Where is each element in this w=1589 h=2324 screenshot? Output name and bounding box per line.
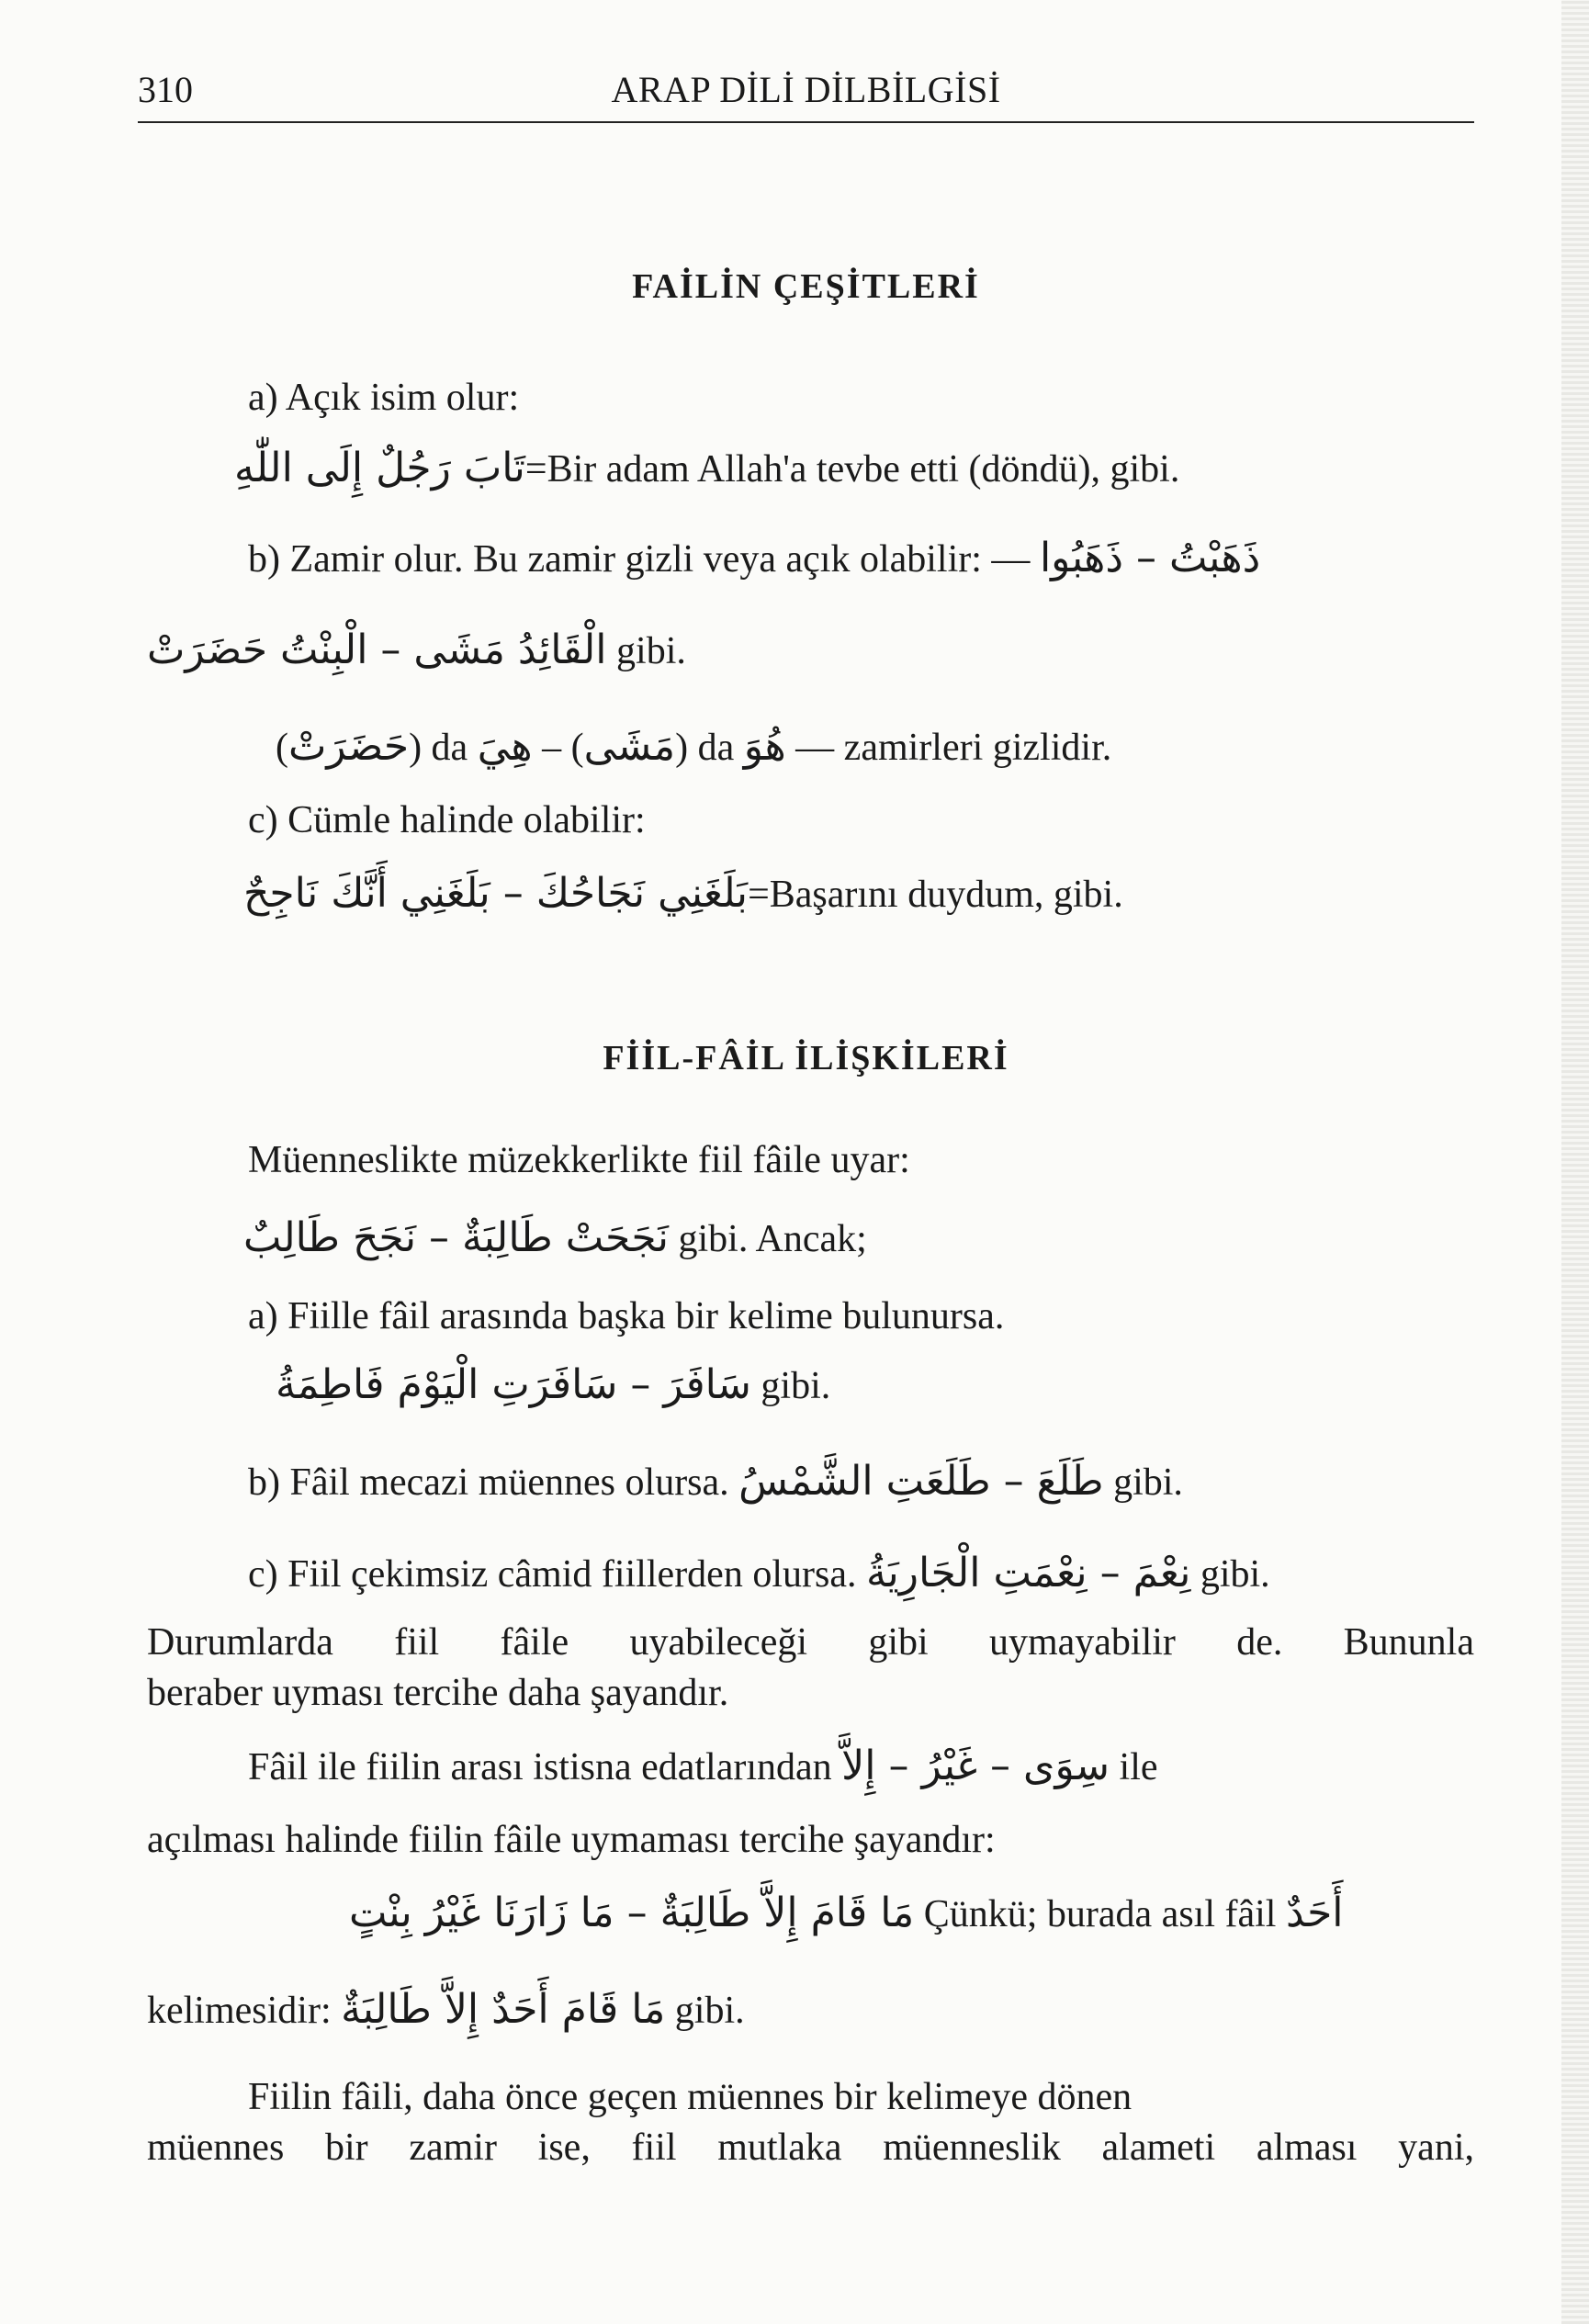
paragraph-2-text: Fâil ile fiilin arası istisna edatlarından: [248, 1746, 832, 1788]
rule-b: [248, 1456, 1183, 1508]
da-text: ) da: [409, 727, 468, 769]
rule-b-label: b) Fâil mecazi müennes olursa.: [248, 1461, 729, 1504]
item-b-label: [248, 533, 1260, 585]
kelimesidir-text: kelimesidir:: [147, 1990, 332, 2032]
running-title: ARAP DİLİ DİLBİLGİSİ: [611, 69, 1001, 110]
item-a-label: a) Açık isim olur:: [248, 377, 520, 419]
item-c-example: [243, 868, 1123, 920]
paragraph-2-example: [349, 1888, 1344, 1940]
paragraph-1-line-2: beraber uyması tercihe daha şayandır.: [147, 1672, 729, 1714]
page-header: [138, 64, 1474, 123]
paragraph-2-line-1: [248, 1741, 1158, 1793]
intro-text: Müenneslikte müzekkerlikte fiil fâile uyar:: [248, 1139, 910, 1181]
arabic-example: سَافَرَ – سَافَرَتِ الْيَوْمَ فَاطِمَةُ: [276, 1361, 751, 1408]
arabic-example: الْقَائِدُ مَشَى – الْبِنْتُ حَضَرَتْ: [147, 626, 607, 673]
gibi-text: gibi.: [1200, 1553, 1270, 1596]
paragraph-1-line-1: Durumlarda fiil fâile uyabileceği gibi uymayabilir de. Bununla: [147, 1621, 1474, 1664]
rule-c-label: c) Fiil çekimsiz câmid fiillerden olursa.: [248, 1553, 857, 1596]
intro-example: [243, 1213, 867, 1265]
arabic-exception-particles: سِوَى – غَيْرُ – إِلاَّ: [841, 1743, 1110, 1789]
page-number: 310: [138, 69, 193, 110]
arabic-word: حَضَرَتْ: [288, 723, 410, 770]
zamirleri-text: — zamirleri gizlidir.: [795, 727, 1112, 769]
arabic-word: هُوَ: [743, 723, 786, 770]
gibi-text: gibi.: [616, 630, 686, 672]
paren-text: (: [276, 727, 288, 769]
rule-a-label: a) Fiille fâil arasında başka bir kelime bulunursa.: [248, 1295, 1005, 1337]
arabic-example: تَابَ رَجُلٌ إِلَى اللّٰهِ: [234, 445, 525, 491]
translation-text: =Bir adam Allah'a tevbe etti (döndü), gibi.: [524, 448, 1180, 491]
translation-text: =Başarını duydum, gibi.: [748, 874, 1123, 916]
rule-a-example: [276, 1359, 830, 1412]
da-text: ) da: [675, 727, 735, 769]
gibi-text: gibi.: [761, 1365, 831, 1407]
cunku-text: Çünkü; burada asıl fâil: [923, 1893, 1277, 1935]
arabic-example: نِعْمَ – نِعْمَتِ الْجَارِيَةُ: [865, 1550, 1191, 1596]
arabic-word: مَشَى: [583, 723, 676, 770]
paragraph-3: [147, 1984, 745, 2036]
section-title-fiil-fail-iliskileri: FİİL-FÂİL İLİŞKİLERİ: [603, 1039, 1009, 1077]
paragraph-2-line-2: açılması halinde fiilin fâile uymaması tercihe şayandır:: [147, 1819, 996, 1861]
arabic-example: نَجَحَتْ طَالِبَةٌ – نَجَحَ طَالِبٌ: [243, 1214, 669, 1261]
gibi-ancak-text: gibi. Ancak;: [678, 1218, 867, 1260]
rule-c: [248, 1548, 1270, 1600]
arabic-example: طَلَعَ – طَلَعَتِ الشَّمْسُ: [738, 1458, 1104, 1505]
arabic-example: ذَهَبْتُ – ذَهَبُوا: [1039, 535, 1261, 581]
item-b-example: [147, 625, 686, 677]
paragraph-4-line-2: müennes bir zamir ise, fiil mutlaka müenneslik alameti alması yani,: [147, 2127, 1474, 2169]
page-edge-shadow: [1561, 0, 1589, 2324]
section-title-failin-cesitleri: FAİLİN ÇEŞİTLERİ: [632, 267, 980, 306]
arabic-example: مَا قَامَ أَحَدٌ إِلاَّ طَالِبَةٌ: [341, 1986, 666, 2033]
gibi-text: gibi.: [1113, 1461, 1183, 1504]
item-b-hidden-pronouns: [276, 721, 1111, 773]
gibi-text: gibi.: [674, 1990, 745, 2032]
paragraph-4-line-1: Fiilin fâili, daha önce geçen müennes bir kelimeye dönen: [248, 2076, 1133, 2118]
arabic-word: هِيَ: [477, 723, 533, 770]
ile-text: ile: [1119, 1746, 1158, 1788]
arabic-example: مَا قَامَ إِلاَّ طَالِبَةٌ – مَا زَارَنَا غَيْرُ بِنْتٍ: [349, 1890, 915, 1936]
item-b-text: b) Zamir olur. Bu zamir gizli veya açık olabilir: —: [248, 538, 1031, 581]
dash-text: – (: [542, 727, 584, 769]
arabic-example: بَلَغَنِي نَجَاحُكَ – بَلَغَنِي أَنَّكَ نَاجِحٌ: [243, 870, 749, 917]
arabic-word: أَحَدٌ: [1285, 1890, 1344, 1936]
item-c-label: c) Cümle halinde olabilir:: [248, 799, 646, 841]
item-a-example: [234, 443, 1179, 495]
